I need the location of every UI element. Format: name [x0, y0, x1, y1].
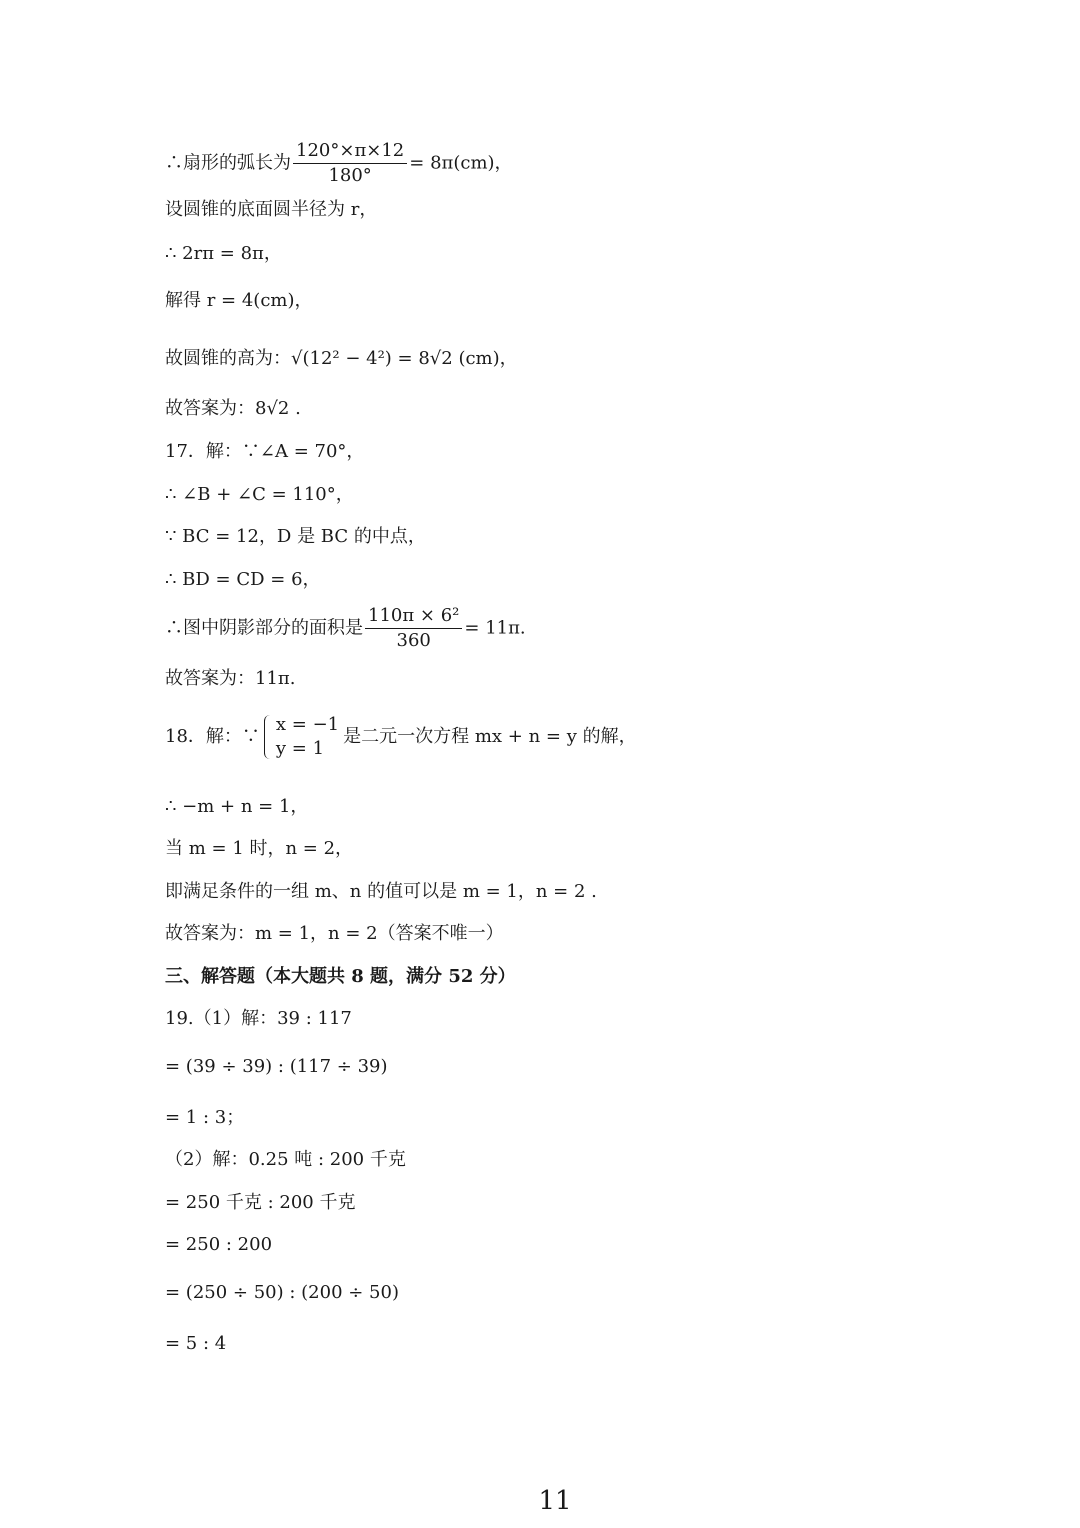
- arc-length-prefix: ∴扇形的弧长为: [165, 152, 291, 174]
- text-line: ∵ BC = 12，D 是 BC 的中点，: [165, 526, 426, 547]
- text-line: 故答案为：8√2 .: [165, 398, 301, 419]
- text-line: 19.（1）解：39 : 117: [165, 1008, 352, 1029]
- text-line: ∴ −m + n = 1，: [165, 796, 309, 817]
- arc-length-result: = 8π(cm)，: [409, 152, 513, 174]
- equation-system-suffix: 是二元一次方程 mx + n = y 的解，: [343, 726, 637, 747]
- text-line: 17．解：∵∠A = 70°，: [165, 441, 365, 462]
- text-line: ∴ ∠B + ∠C = 110°，: [165, 484, 354, 505]
- shaded-area-denominator: 360: [396, 630, 431, 651]
- text-line: 解得 r = 4(cm)，: [165, 290, 313, 311]
- equation-system-prefix: 18．解：∵: [165, 726, 260, 747]
- text-line: 故圆锥的高为：√(12² − 4²) = 8√2 (cm)，: [165, 348, 518, 369]
- text-line: 故答案为：11π.: [165, 668, 296, 689]
- text-line: （2）解：0.25 吨 : 200 千克: [165, 1149, 406, 1170]
- brace-icon: [264, 715, 273, 759]
- arc-length-fraction: [293, 140, 407, 187]
- equation-system-line: [165, 713, 637, 761]
- arc-length-denominator: 180°: [328, 165, 372, 186]
- text-line: ∴ BD = CD = 6，: [165, 569, 321, 590]
- text-line: = 1 : 3；: [165, 1107, 245, 1128]
- shaded-area-numerator: 110π × 6²: [365, 605, 462, 629]
- text-line: = 5 : 4: [165, 1333, 227, 1354]
- text-line: = (39 ÷ 39) : (117 ÷ 39): [165, 1056, 388, 1077]
- equation-system: [264, 713, 339, 761]
- text-line: = 250 : 200: [165, 1234, 273, 1255]
- text-line: 即满足条件的一组 m、n 的值可以是 m = 1，n = 2 .: [165, 881, 597, 902]
- section-heading: 三、解答题（本大题共 8 题，满分 52 分）: [165, 966, 516, 987]
- text-line: = (250 ÷ 50) : (200 ÷ 50): [165, 1282, 399, 1303]
- shaded-area-line: [165, 605, 526, 652]
- equation-row: x = −1: [275, 714, 340, 735]
- page-number: 11: [538, 1486, 572, 1516]
- shaded-area-result: = 11π.: [464, 617, 526, 639]
- shaded-area-fraction: [365, 605, 462, 652]
- arc-length-numerator: 120°×π×12: [293, 140, 407, 164]
- text-line: 故答案为：m = 1，n = 2（答案不唯一）: [165, 923, 504, 944]
- equation-row: y = 1: [275, 738, 325, 759]
- arc-length-line: [165, 140, 513, 187]
- text-line: 当 m = 1 时，n = 2，: [165, 838, 354, 859]
- text-line: ∴ 2rπ = 8π，: [165, 243, 282, 264]
- shaded-area-prefix: ∴图中阴影部分的面积是: [165, 617, 363, 639]
- text-line: 设圆锥的底面圆半径为 r，: [165, 199, 378, 220]
- text-line: = 250 千克 : 200 千克: [165, 1192, 356, 1213]
